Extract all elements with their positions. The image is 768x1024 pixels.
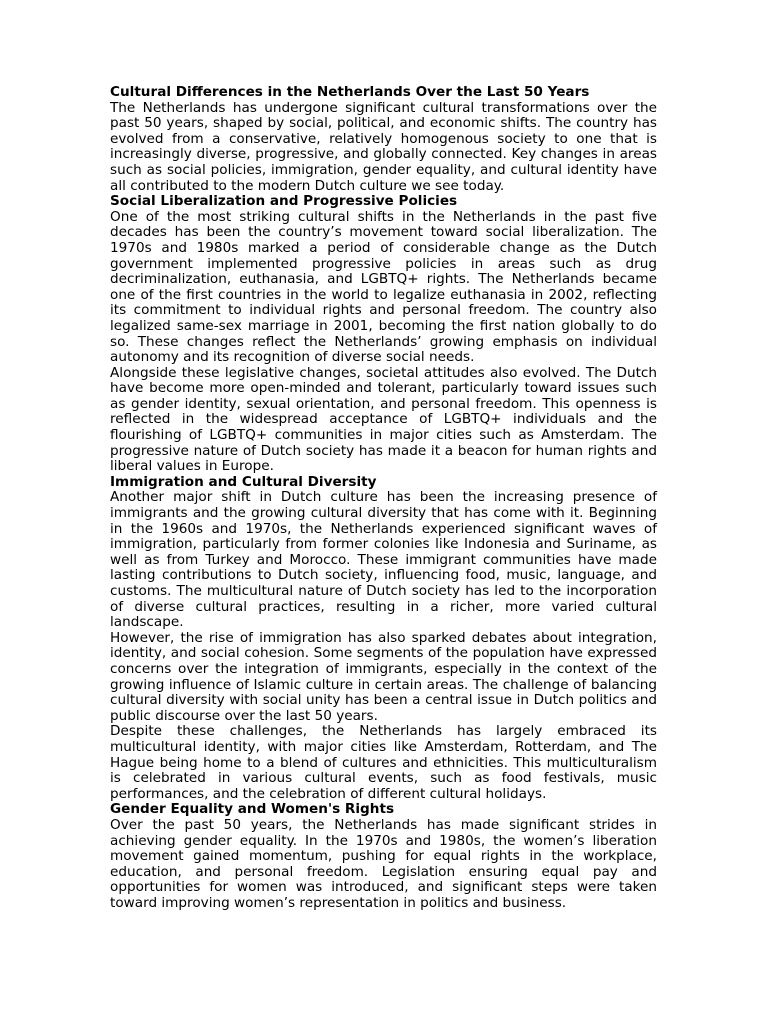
paragraph: Over the past 50 years, the Netherlands has made significant strides in achieving gender equality. In the 1970s and 1980s, the women’s liberation movement gained momentum, pushing for equal rights in the workplace, education, and personal freedom. Legislation ensuring equal pay and opportunities for women was introduced, and significant steps were taken toward improving women’s representation in politics and business.: [110, 816, 657, 911]
section-heading-immigration: Immigration and Cultural Diversity: [110, 473, 377, 490]
intro-paragraph: The Netherlands has undergone significant cultural transformations over the past 50 years, shaped by social, political, and economic shifts. The country has evolved from a conservative, relatively homogenous society to one that is increasingly diverse, progressive, and globally connected. Key changes in areas such as social policies, immigration, gender equality, and cultural identity have all contributed to the modern Dutch culture we see today.: [110, 99, 657, 194]
paragraph: Alongside these legislative changes, societal attitudes also evolved. The Dutch have become more open-minded and tolerant, particularly toward issues such as gender identity, sexual orientation, and personal freedom. This openness is reflected in the widespread acceptance of LGBTQ+ individuals and the flourishing of LGBTQ+ communities in major cities such as Amsterdam. The progressive nature of Dutch society has made it a beacon for human rights and liberal values in Europe.: [110, 364, 657, 475]
section-heading-gender-equality: Gender Equality and Women's Rights: [110, 801, 395, 818]
document-page: [110, 85, 657, 911]
section-heading-social-liberalization: Social Liberalization and Progressive Policies: [110, 193, 458, 210]
paragraph: Despite these challenges, the Netherlands has largely embraced its multicultural identity, with major cities like Amsterdam, Rotterdam, and The Hague being home to a blend of cultures and ethnicities. This multiculturalism is celebrated in various cultural events, such as food festivals, music performances, and the celebration of different cultural holidays.: [110, 723, 657, 802]
paragraph: One of the most striking cultural shifts in the Netherlands in the past five decades has been the country’s movement toward social liberalization. The 1970s and 1980s marked a period of considerable change as the Dutch government implemented progressive policies in areas such as drug decriminalization, euthanasia, and LGBTQ+ rights. The Netherlands became one of the first countries in the world to legalize euthanasia in 2002, reflecting its commitment to individual rights and personal freedom. The country also legalized same-sex marriage in 2001, becoming the first nation globally to do so. These changes reflect the Netherlands’ growing emphasis on individual autonomy and its recognition of diverse social needs.: [110, 208, 657, 366]
paragraph: However, the rise of immigration has also sparked debates about integration, identity, and social cohesion. Some segments of the population have expressed concerns over the integration of immigrants, especially in the context of the growing influence of Islamic culture in certain areas. The challenge of balancing cultural diversity with social unity has been a central issue in Dutch politics and public discourse over the last 50 years.: [110, 629, 657, 724]
paragraph: Another major shift in Dutch culture has been the increasing presence of immigrants and the growing cultural diversity that has come with it. Beginning in the 1960s and 1970s, the Netherlands experienced significant waves of immigration, particularly from former colonies like Indonesia and Suriname, as well as from Turkey and Morocco. These immigrant communities have made lasting contributions to Dutch society, influencing food, music, language, and customs. The multicultural nature of Dutch society has led to the incorporation of diverse cultural practices, resulting in a richer, more varied cultural landscape.: [110, 489, 657, 631]
document-title: Cultural Differences in the Netherlands Over the Last 50 Years: [110, 84, 590, 100]
